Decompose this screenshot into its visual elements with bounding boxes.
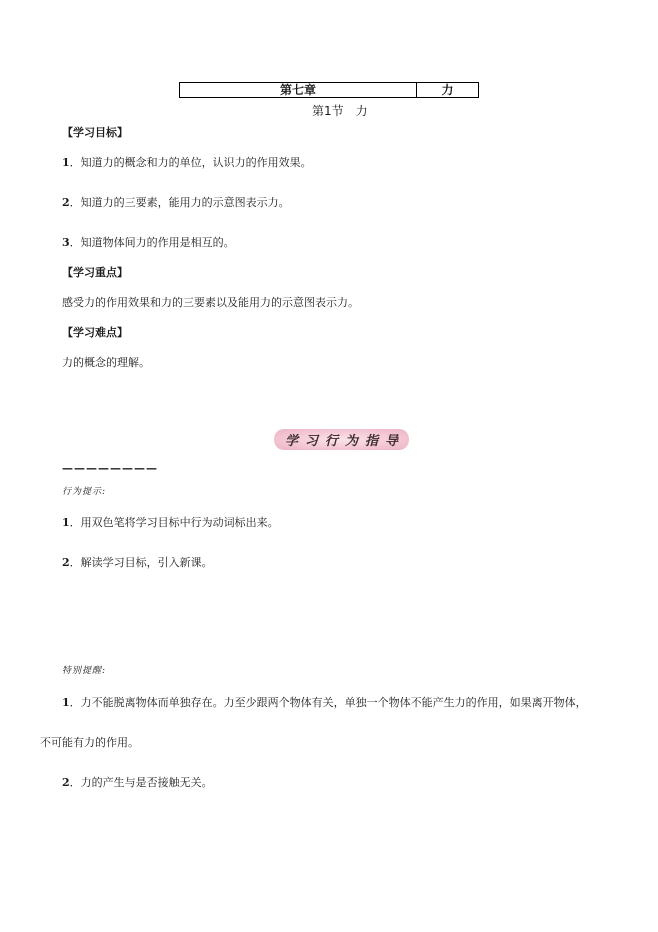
key-points-text: 感受力的作用效果和力的三要素以及能用力的示意图表示力。 <box>62 296 359 309</box>
reminder-text: ．力的产生与是否接触无关。 <box>69 776 213 789</box>
tip-text: ．用双色笔将学习目标中行为动词标出来。 <box>69 516 279 529</box>
chapter-header-table <box>179 82 479 98</box>
objective-item-number: 2 <box>62 196 70 209</box>
objective-item-1 <box>62 154 312 170</box>
banner-text: 学习行为指导 <box>284 434 405 449</box>
objective-item-text: ．知道物体间力的作用是相互的。 <box>69 236 235 249</box>
reminder-item-1-continuation: 不可能有力的作用。 <box>40 736 139 749</box>
tip-text: ．解读学习目标，引入新课。 <box>69 556 213 569</box>
section-title: 第1节 力 <box>312 104 368 118</box>
behavior-tip-1 <box>62 514 279 530</box>
objective-item-number: 3 <box>62 236 70 249</box>
learning-guidance-banner <box>274 429 409 450</box>
chapter-label: 第七章 <box>180 83 417 97</box>
reminder-item-1 <box>62 694 587 710</box>
objectives-heading: 【学习目标】 <box>62 126 128 139</box>
difficulties-text: 力的概念的理解。 <box>62 356 150 369</box>
divider-dashes: ———————— <box>62 462 158 475</box>
objective-item-number: 1 <box>62 156 70 169</box>
reminder-number: 1 <box>62 696 70 709</box>
special-reminder-label: 特别提醒: <box>62 666 107 676</box>
key-points-heading: 【学习重点】 <box>62 266 128 279</box>
chapter-topic: 力 <box>441 83 454 97</box>
reminder-item-2 <box>62 774 213 790</box>
objective-item-3 <box>62 234 235 250</box>
difficulties-heading: 【学习难点】 <box>62 326 128 339</box>
tip-number: 2 <box>62 556 70 569</box>
behavior-tip-2 <box>62 554 213 570</box>
tip-number: 1 <box>62 516 70 529</box>
reminder-text: ．力不能脱离物体而单独存在。力至少跟两个物体有关，单独一个物体不能产生力的作用，如果离开物体， <box>69 696 587 709</box>
reminder-number: 2 <box>62 776 70 789</box>
behavior-tips-label: 行为提示: <box>62 487 107 497</box>
objective-item-text: ．知道力的三要素，能用力的示意图表示力。 <box>69 196 290 209</box>
objective-item-2 <box>62 194 290 210</box>
objective-item-text: ．知道力的概念和力的单位，认识力的作用效果。 <box>69 156 312 169</box>
